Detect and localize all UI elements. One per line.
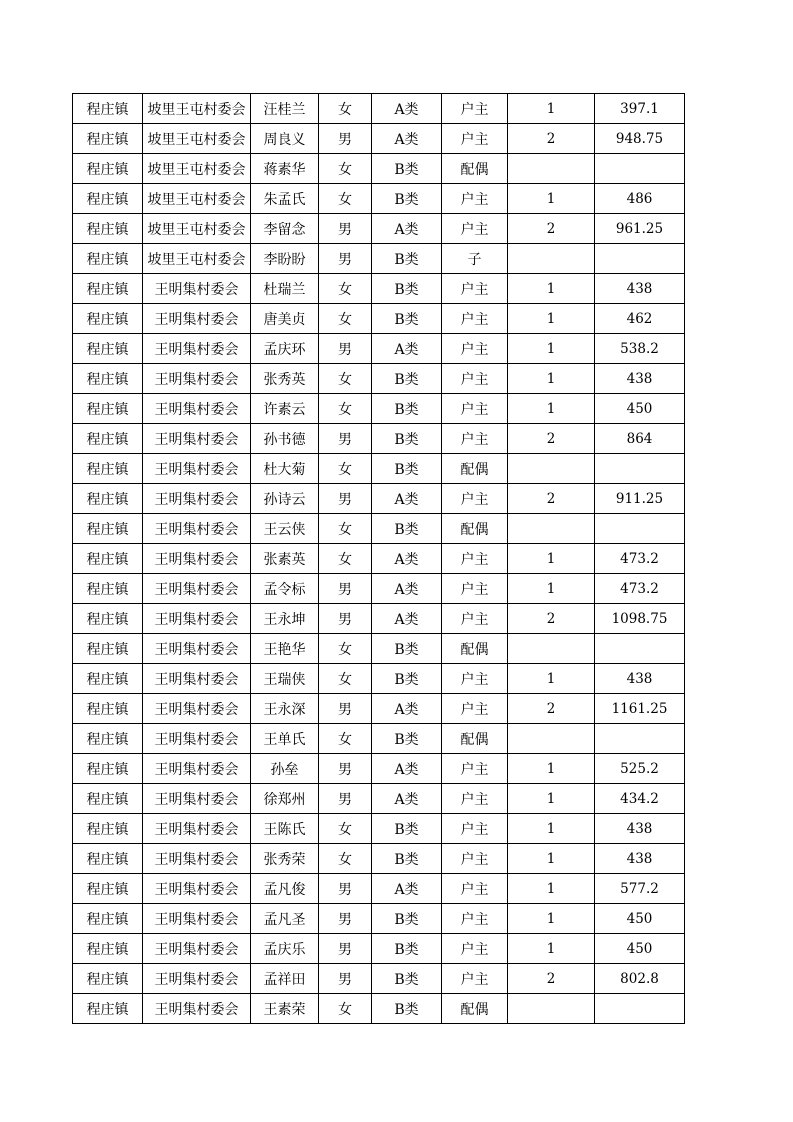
amount-cell: 948.75 — [595, 124, 685, 154]
town-cell: 程庄镇 — [73, 124, 143, 154]
count-cell: 1 — [508, 814, 595, 844]
table-row — [73, 634, 685, 664]
amount-cell: 864 — [595, 424, 685, 454]
gender-cell: 女 — [319, 724, 372, 754]
table-row — [73, 754, 685, 784]
table-row — [73, 664, 685, 694]
count-cell: 2 — [508, 484, 595, 514]
town-cell: 程庄镇 — [73, 694, 143, 724]
gender-cell: 男 — [319, 784, 372, 814]
amount-cell: 450 — [595, 394, 685, 424]
name-cell: 蒋素华 — [251, 154, 319, 184]
category-cell: B类 — [372, 724, 442, 754]
gender-cell: 男 — [319, 244, 372, 274]
name-cell: 孟凡俊 — [251, 874, 319, 904]
town-cell: 程庄镇 — [73, 604, 143, 634]
name-cell: 唐美贞 — [251, 304, 319, 334]
town-cell: 程庄镇 — [73, 214, 143, 244]
name-cell: 杜大菊 — [251, 454, 319, 484]
name-cell: 张素英 — [251, 544, 319, 574]
relation-cell: 户主 — [442, 544, 508, 574]
category-cell: A类 — [372, 574, 442, 604]
relation-cell: 配偶 — [442, 634, 508, 664]
count-cell — [508, 514, 595, 544]
category-cell: B类 — [372, 244, 442, 274]
gender-cell: 女 — [319, 544, 372, 574]
town-cell: 程庄镇 — [73, 724, 143, 754]
table-row — [73, 124, 685, 154]
count-cell: 2 — [508, 694, 595, 724]
amount-cell: 434.2 — [595, 784, 685, 814]
amount-cell: 577.2 — [595, 874, 685, 904]
count-cell — [508, 634, 595, 664]
gender-cell: 男 — [319, 124, 372, 154]
village-cell: 王明集村委会 — [143, 424, 251, 454]
town-cell: 程庄镇 — [73, 334, 143, 364]
table-row — [73, 604, 685, 634]
gender-cell: 男 — [319, 484, 372, 514]
gender-cell: 女 — [319, 814, 372, 844]
amount-cell — [595, 514, 685, 544]
gender-cell: 男 — [319, 904, 372, 934]
gender-cell: 女 — [319, 184, 372, 214]
category-cell: A类 — [372, 754, 442, 784]
village-cell: 坡里王屯村委会 — [143, 184, 251, 214]
count-cell: 1 — [508, 574, 595, 604]
gender-cell: 男 — [319, 874, 372, 904]
village-cell: 王明集村委会 — [143, 904, 251, 934]
table-row — [73, 994, 685, 1024]
town-cell: 程庄镇 — [73, 454, 143, 484]
name-cell: 张秀荣 — [251, 844, 319, 874]
name-cell: 孙垒 — [251, 754, 319, 784]
table-row — [73, 844, 685, 874]
amount-cell: 438 — [595, 814, 685, 844]
village-cell: 王明集村委会 — [143, 394, 251, 424]
name-cell: 王永坤 — [251, 604, 319, 634]
name-cell: 张秀英 — [251, 364, 319, 394]
amount-cell — [595, 724, 685, 754]
relation-cell: 户主 — [442, 604, 508, 634]
gender-cell: 女 — [319, 394, 372, 424]
relation-cell: 户主 — [442, 364, 508, 394]
name-cell: 朱孟氏 — [251, 184, 319, 214]
amount-cell: 486 — [595, 184, 685, 214]
table-row — [73, 574, 685, 604]
village-cell: 王明集村委会 — [143, 544, 251, 574]
gender-cell: 女 — [319, 304, 372, 334]
count-cell: 1 — [508, 934, 595, 964]
town-cell: 程庄镇 — [73, 424, 143, 454]
gender-cell: 男 — [319, 604, 372, 634]
town-cell: 程庄镇 — [73, 574, 143, 604]
category-cell: B类 — [372, 964, 442, 994]
count-cell: 1 — [508, 754, 595, 784]
table-row — [73, 724, 685, 754]
category-cell: B类 — [372, 844, 442, 874]
village-cell: 王明集村委会 — [143, 574, 251, 604]
category-cell: B类 — [372, 934, 442, 964]
category-cell: A类 — [372, 544, 442, 574]
town-cell: 程庄镇 — [73, 844, 143, 874]
village-cell: 王明集村委会 — [143, 454, 251, 484]
relation-cell: 户主 — [442, 814, 508, 844]
village-cell: 王明集村委会 — [143, 274, 251, 304]
relation-cell: 户主 — [442, 934, 508, 964]
relation-cell: 户主 — [442, 754, 508, 784]
name-cell: 王单氏 — [251, 724, 319, 754]
table-row — [73, 394, 685, 424]
amount-cell: 1098.75 — [595, 604, 685, 634]
town-cell: 程庄镇 — [73, 634, 143, 664]
table-row — [73, 94, 685, 124]
village-cell: 王明集村委会 — [143, 724, 251, 754]
category-cell: B类 — [372, 304, 442, 334]
table-row — [73, 364, 685, 394]
count-cell: 1 — [508, 784, 595, 814]
relation-cell: 户主 — [442, 484, 508, 514]
gender-cell: 女 — [319, 634, 372, 664]
amount-cell: 525.2 — [595, 754, 685, 784]
village-cell: 王明集村委会 — [143, 304, 251, 334]
name-cell: 周良义 — [251, 124, 319, 154]
amount-cell: 473.2 — [595, 574, 685, 604]
relation-cell: 户主 — [442, 94, 508, 124]
name-cell: 王陈氏 — [251, 814, 319, 844]
count-cell: 1 — [508, 544, 595, 574]
relation-cell: 户主 — [442, 274, 508, 304]
town-cell: 程庄镇 — [73, 934, 143, 964]
gender-cell: 男 — [319, 334, 372, 364]
table-row — [73, 514, 685, 544]
name-cell: 王素荣 — [251, 994, 319, 1024]
relation-cell: 户主 — [442, 394, 508, 424]
count-cell: 1 — [508, 844, 595, 874]
gender-cell: 女 — [319, 454, 372, 484]
name-cell: 李留念 — [251, 214, 319, 244]
relation-cell: 户主 — [442, 694, 508, 724]
village-cell: 王明集村委会 — [143, 334, 251, 364]
count-cell: 1 — [508, 904, 595, 934]
village-cell: 王明集村委会 — [143, 664, 251, 694]
relation-cell: 配偶 — [442, 454, 508, 484]
name-cell: 汪桂兰 — [251, 94, 319, 124]
table-row — [73, 964, 685, 994]
table-row — [73, 274, 685, 304]
name-cell: 孟祥田 — [251, 964, 319, 994]
name-cell: 孙诗云 — [251, 484, 319, 514]
amount-cell: 438 — [595, 274, 685, 304]
relation-cell: 户主 — [442, 844, 508, 874]
village-cell: 王明集村委会 — [143, 604, 251, 634]
name-cell: 王艳华 — [251, 634, 319, 664]
table-row — [73, 454, 685, 484]
count-cell: 1 — [508, 394, 595, 424]
relation-cell: 户主 — [442, 304, 508, 334]
table-body — [73, 94, 685, 1024]
table-row — [73, 544, 685, 574]
category-cell: B类 — [372, 904, 442, 934]
amount-cell: 1161.25 — [595, 694, 685, 724]
relation-cell: 子 — [442, 244, 508, 274]
name-cell: 王永深 — [251, 694, 319, 724]
relation-cell: 配偶 — [442, 994, 508, 1024]
village-cell: 王明集村委会 — [143, 484, 251, 514]
relation-cell: 户主 — [442, 574, 508, 604]
gender-cell: 男 — [319, 694, 372, 724]
count-cell: 1 — [508, 304, 595, 334]
relation-cell: 户主 — [442, 424, 508, 454]
village-cell: 王明集村委会 — [143, 994, 251, 1024]
household-table — [72, 93, 685, 1024]
town-cell: 程庄镇 — [73, 154, 143, 184]
gender-cell: 男 — [319, 964, 372, 994]
category-cell: A类 — [372, 484, 442, 514]
town-cell: 程庄镇 — [73, 994, 143, 1024]
count-cell — [508, 154, 595, 184]
amount-cell: 438 — [595, 664, 685, 694]
town-cell: 程庄镇 — [73, 184, 143, 214]
gender-cell: 女 — [319, 994, 372, 1024]
name-cell: 许素云 — [251, 394, 319, 424]
category-cell: A类 — [372, 874, 442, 904]
village-cell: 王明集村委会 — [143, 814, 251, 844]
gender-cell: 男 — [319, 934, 372, 964]
town-cell: 程庄镇 — [73, 514, 143, 544]
category-cell: A类 — [372, 784, 442, 814]
town-cell: 程庄镇 — [73, 304, 143, 334]
relation-cell: 户主 — [442, 664, 508, 694]
village-cell: 坡里王屯村委会 — [143, 124, 251, 154]
village-cell: 王明集村委会 — [143, 694, 251, 724]
name-cell: 杜瑞兰 — [251, 274, 319, 304]
relation-cell: 户主 — [442, 964, 508, 994]
town-cell: 程庄镇 — [73, 964, 143, 994]
town-cell: 程庄镇 — [73, 664, 143, 694]
amount-cell: 961.25 — [595, 214, 685, 244]
gender-cell: 男 — [319, 754, 372, 784]
table-row — [73, 484, 685, 514]
village-cell: 坡里王屯村委会 — [143, 214, 251, 244]
count-cell — [508, 724, 595, 754]
gender-cell: 女 — [319, 274, 372, 304]
village-cell: 坡里王屯村委会 — [143, 94, 251, 124]
relation-cell: 户主 — [442, 334, 508, 364]
category-cell: B类 — [372, 514, 442, 544]
amount-cell: 450 — [595, 934, 685, 964]
town-cell: 程庄镇 — [73, 394, 143, 424]
town-cell: 程庄镇 — [73, 364, 143, 394]
category-cell: B类 — [372, 664, 442, 694]
table-row — [73, 814, 685, 844]
relation-cell: 户主 — [442, 184, 508, 214]
count-cell: 1 — [508, 874, 595, 904]
amount-cell — [595, 154, 685, 184]
category-cell: B类 — [372, 154, 442, 184]
town-cell: 程庄镇 — [73, 784, 143, 814]
amount-cell: 462 — [595, 304, 685, 334]
village-cell: 王明集村委会 — [143, 874, 251, 904]
town-cell: 程庄镇 — [73, 544, 143, 574]
relation-cell: 户主 — [442, 904, 508, 934]
relation-cell: 户主 — [442, 874, 508, 904]
category-cell: A类 — [372, 604, 442, 634]
table-row — [73, 334, 685, 364]
name-cell: 孟凡圣 — [251, 904, 319, 934]
name-cell: 孟庆乐 — [251, 934, 319, 964]
table-row — [73, 694, 685, 724]
category-cell: B类 — [372, 364, 442, 394]
relation-cell: 户主 — [442, 124, 508, 154]
count-cell: 2 — [508, 604, 595, 634]
count-cell — [508, 454, 595, 484]
category-cell: B类 — [372, 184, 442, 214]
category-cell: B类 — [372, 394, 442, 424]
table-row — [73, 244, 685, 274]
amount-cell — [595, 634, 685, 664]
gender-cell: 女 — [319, 844, 372, 874]
amount-cell: 802.8 — [595, 964, 685, 994]
gender-cell: 女 — [319, 94, 372, 124]
amount-cell: 397.1 — [595, 94, 685, 124]
amount-cell: 538.2 — [595, 334, 685, 364]
town-cell: 程庄镇 — [73, 874, 143, 904]
relation-cell: 户主 — [442, 214, 508, 244]
village-cell: 坡里王屯村委会 — [143, 154, 251, 184]
amount-cell: 438 — [595, 844, 685, 874]
name-cell: 王瑞侠 — [251, 664, 319, 694]
count-cell: 1 — [508, 184, 595, 214]
village-cell: 王明集村委会 — [143, 364, 251, 394]
count-cell: 2 — [508, 964, 595, 994]
table-row — [73, 304, 685, 334]
town-cell: 程庄镇 — [73, 754, 143, 784]
table-row — [73, 904, 685, 934]
town-cell: 程庄镇 — [73, 484, 143, 514]
relation-cell: 配偶 — [442, 724, 508, 754]
amount-cell — [595, 454, 685, 484]
town-cell: 程庄镇 — [73, 244, 143, 274]
table-row — [73, 934, 685, 964]
count-cell: 2 — [508, 214, 595, 244]
village-cell: 坡里王屯村委会 — [143, 244, 251, 274]
count-cell: 1 — [508, 664, 595, 694]
gender-cell: 女 — [319, 664, 372, 694]
table-row — [73, 874, 685, 904]
category-cell: A类 — [372, 694, 442, 724]
amount-cell: 473.2 — [595, 544, 685, 574]
category-cell: A类 — [372, 214, 442, 244]
amount-cell: 450 — [595, 904, 685, 934]
town-cell: 程庄镇 — [73, 904, 143, 934]
gender-cell: 男 — [319, 574, 372, 604]
table-row — [73, 784, 685, 814]
gender-cell: 男 — [319, 214, 372, 244]
name-cell: 孟令标 — [251, 574, 319, 604]
count-cell — [508, 994, 595, 1024]
relation-cell: 配偶 — [442, 154, 508, 184]
name-cell: 孙书德 — [251, 424, 319, 454]
count-cell: 2 — [508, 424, 595, 454]
name-cell: 徐郑州 — [251, 784, 319, 814]
town-cell: 程庄镇 — [73, 814, 143, 844]
category-cell: B类 — [372, 454, 442, 484]
name-cell: 孟庆环 — [251, 334, 319, 364]
name-cell: 李盼盼 — [251, 244, 319, 274]
village-cell: 王明集村委会 — [143, 784, 251, 814]
table-row — [73, 214, 685, 244]
count-cell: 1 — [508, 334, 595, 364]
table-row — [73, 154, 685, 184]
category-cell: B类 — [372, 424, 442, 454]
village-cell: 王明集村委会 — [143, 844, 251, 874]
village-cell: 王明集村委会 — [143, 964, 251, 994]
category-cell: A类 — [372, 94, 442, 124]
category-cell: B类 — [372, 814, 442, 844]
relation-cell: 配偶 — [442, 514, 508, 544]
gender-cell: 女 — [319, 514, 372, 544]
village-cell: 王明集村委会 — [143, 514, 251, 544]
town-cell: 程庄镇 — [73, 94, 143, 124]
count-cell: 1 — [508, 274, 595, 304]
amount-cell — [595, 244, 685, 274]
village-cell: 王明集村委会 — [143, 754, 251, 784]
count-cell — [508, 244, 595, 274]
count-cell: 1 — [508, 364, 595, 394]
category-cell: B类 — [372, 274, 442, 304]
amount-cell: 911.25 — [595, 484, 685, 514]
village-cell: 王明集村委会 — [143, 634, 251, 664]
amount-cell — [595, 994, 685, 1024]
village-cell: 王明集村委会 — [143, 934, 251, 964]
gender-cell: 女 — [319, 364, 372, 394]
category-cell: B类 — [372, 994, 442, 1024]
category-cell: A类 — [372, 334, 442, 364]
table-row — [73, 184, 685, 214]
category-cell: B类 — [372, 634, 442, 664]
count-cell: 1 — [508, 94, 595, 124]
category-cell: A类 — [372, 124, 442, 154]
amount-cell: 438 — [595, 364, 685, 394]
relation-cell: 户主 — [442, 784, 508, 814]
name-cell: 王云侠 — [251, 514, 319, 544]
town-cell: 程庄镇 — [73, 274, 143, 304]
table-row — [73, 424, 685, 454]
gender-cell: 男 — [319, 424, 372, 454]
count-cell: 2 — [508, 124, 595, 154]
gender-cell: 女 — [319, 154, 372, 184]
